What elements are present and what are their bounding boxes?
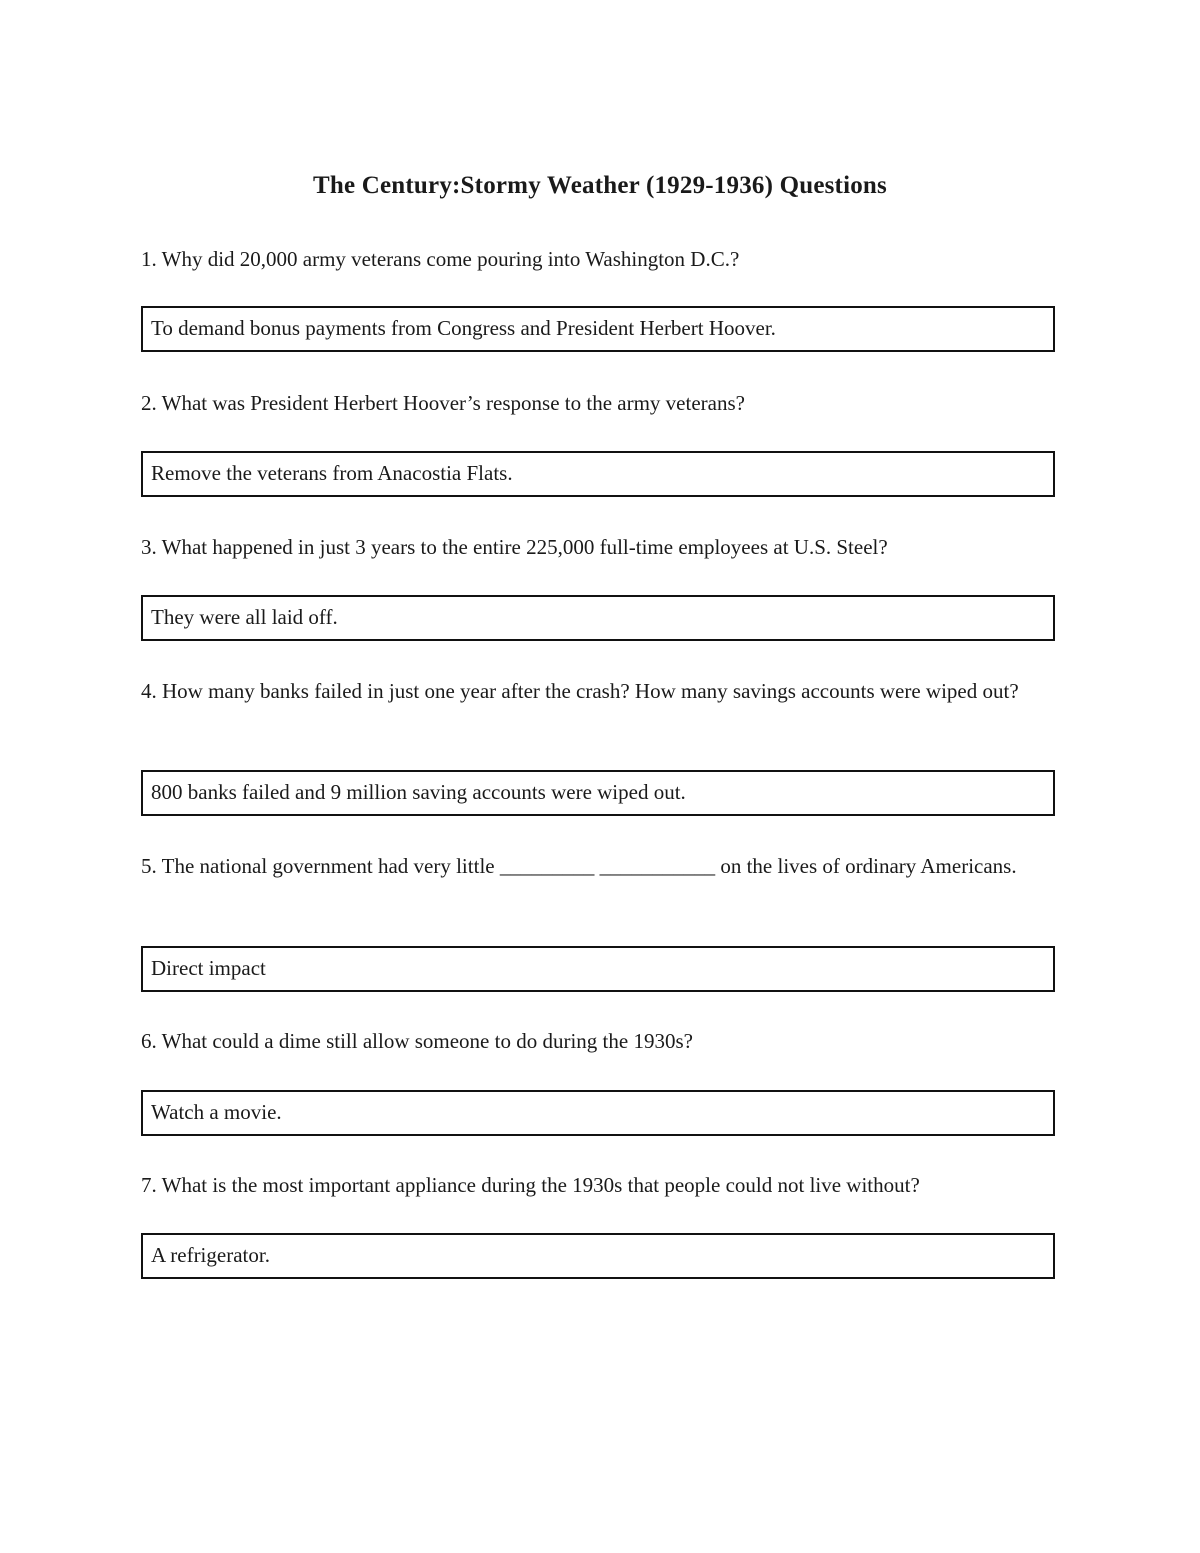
answer-box-2[interactable]: Remove the veterans from Anacostia Flats. [141,451,1055,497]
question-2: 2. What was President Herbert Hoover’s response to the army veterans? [141,391,745,415]
answer-box-4[interactable]: 800 banks failed and 9 million saving accounts were wiped out. [141,770,1055,816]
question-3: 3. What happened in just 3 years to the entire 225,000 full-time employees at U.S. Steel? [141,535,888,559]
answer-box-1[interactable]: To demand bonus payments from Congress and President Herbert Hoover. [141,306,1055,352]
answer-box-6[interactable]: Watch a movie. [141,1090,1055,1136]
page-title: The Century:Stormy Weather (1929-1936) Questions [313,172,887,199]
question-6: 6. What could a dime still allow someone to do during the 1930s? [141,1029,693,1053]
answer-box-7[interactable]: A refrigerator. [141,1233,1055,1279]
answer-box-3[interactable]: They were all laid off. [141,595,1055,641]
question-5: 5. The national government had very little _________ ___________ on the lives of ordinary Americans. [141,854,1017,878]
answer-box-5[interactable]: Direct impact [141,946,1055,992]
question-7: 7. What is the most important appliance during the 1930s that people could not live without? [141,1173,920,1197]
question-4: 4. How many banks failed in just one year after the crash? How many savings accounts were wiped out? [141,679,1019,703]
question-1: 1. Why did 20,000 army veterans come pouring into Washington D.C.? [141,247,740,271]
